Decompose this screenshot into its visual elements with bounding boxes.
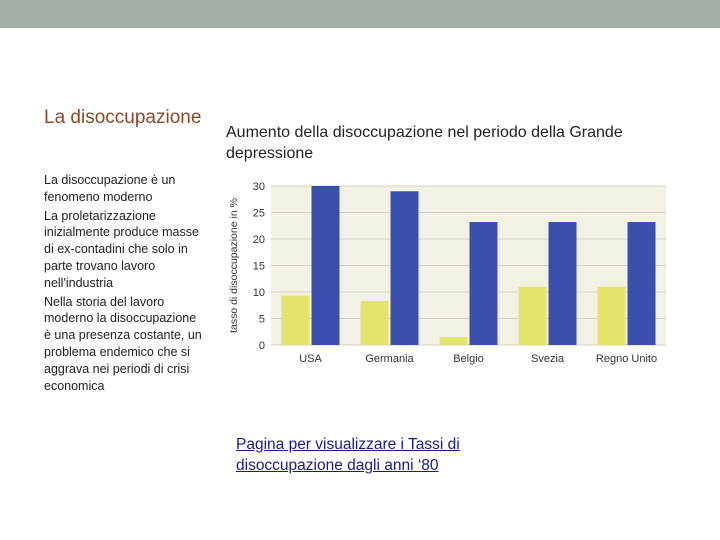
bar-depression-germania xyxy=(391,191,419,345)
x-tick-label: USA xyxy=(299,353,322,365)
x-tick-label: Germania xyxy=(365,353,414,365)
body-paragraph-1: La disoccupazione è un fenomeno moderno xyxy=(44,173,176,204)
x-tick-label: Regno Unito xyxy=(595,353,658,365)
bar-before-germania xyxy=(361,301,389,345)
x-tick-label: Svezia xyxy=(530,353,565,365)
y-tick-label: 25 xyxy=(252,207,265,220)
y-tick-label: 15 xyxy=(252,260,265,273)
y-axis-label: tasso di disoccupazione in % xyxy=(228,198,240,333)
y-tick-label: 0 xyxy=(258,340,265,352)
body-paragraph-2: La proletarizzazione inizialmente produce masse di ex-contadini che solo in parte trovano lavoro nell'industria xyxy=(44,208,199,290)
bar-before-regno-unito xyxy=(598,287,626,345)
bar-depression-regno-unito xyxy=(628,222,656,345)
chart-heading: Aumento della disoccupazione nel periodo della Grande depressione xyxy=(226,124,623,162)
y-tick-label: 30 xyxy=(252,181,265,193)
top-bar xyxy=(0,0,720,28)
bar-depression-usa xyxy=(312,186,340,345)
y-tick-label: 10 xyxy=(252,287,265,299)
chart-svg xyxy=(226,180,670,370)
bar-depression-svezia xyxy=(549,222,577,345)
slide-body xyxy=(44,172,204,396)
bar-before-svezia xyxy=(519,287,547,345)
x-tick-label: Belgio xyxy=(453,353,484,365)
bar-before-belgio xyxy=(440,337,468,345)
body-paragraph-3: Nella storia del lavoro moderno la disoccupazione è una presenza costante, un problema endemico che si aggrava nei periodi di crisi economica xyxy=(44,294,202,393)
bar-before-usa xyxy=(282,296,310,345)
bar-depression-belgio xyxy=(470,222,498,345)
y-tick-label: 5 xyxy=(258,313,265,326)
unemployment-rates-link[interactable]: Pagina per visualizzare i Tassi di disoccupazione dagli anni ‘80 xyxy=(236,436,460,474)
y-tick-label: 20 xyxy=(252,234,265,246)
slide-title: La disoccupazione xyxy=(44,107,202,128)
unemployment-chart xyxy=(226,180,670,370)
